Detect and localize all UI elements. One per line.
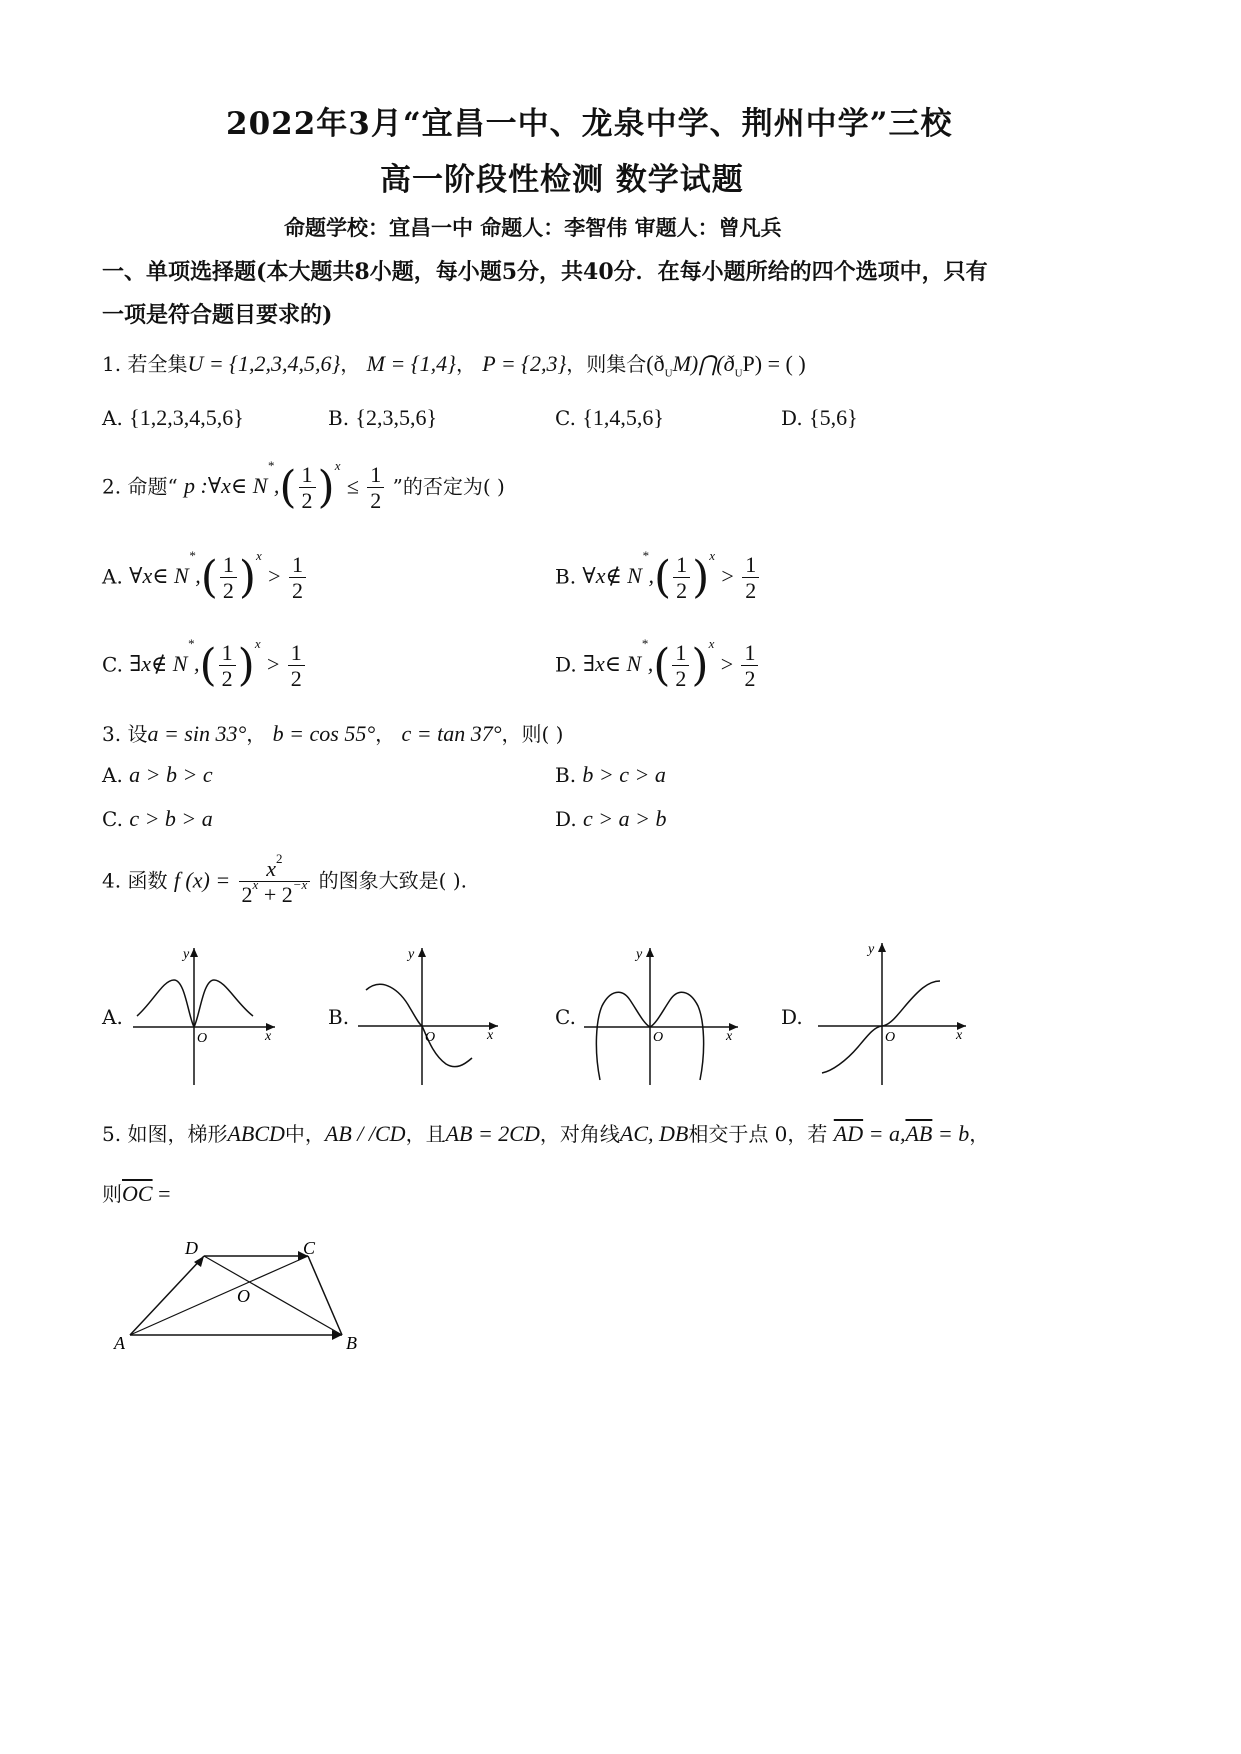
question-1 (102, 348, 806, 379)
question-5-line2 (102, 1178, 170, 1207)
fraction: $\frac{x^2}{2^x + 2^{-x}}$ (239, 856, 311, 908)
q2-option-b: B. ∀x∉ N*,( $\frac{1}{2}$ )$^x$ > $\frac{1}{2}$ (555, 552, 761, 604)
point-label-o: O (237, 1286, 250, 1306)
origin-label: O (197, 1031, 208, 1046)
fraction: $\frac{1}{2}$ (299, 462, 316, 514)
question-number: 1. (102, 352, 122, 376)
y-axis-label: y (408, 947, 415, 962)
q3-option-d: D. c > a > b (555, 806, 667, 831)
question-text: ，则( ) (501, 722, 564, 746)
question-3: 3. 设a = sin 33°， b = cos 55°， c = tan 37°，则( ) (102, 721, 564, 746)
math-expr: $(ð_UM)⋂(ð_UP)$ = ( ) (646, 351, 806, 380)
paper-authors: 命题学校：宜昌一中 命题人：李智伟 审题人：曾凡兵 (284, 215, 782, 240)
math-expr: $\overline{AD} = a,\overline{AB} = b$ (833, 1121, 970, 1146)
question-text: 函数 (127, 868, 168, 893)
question-number: 4. (102, 868, 122, 893)
question-text: ，对角线 (539, 1122, 620, 1146)
vertex-label-b: B (346, 1333, 357, 1353)
q2-option-a: A. ∀x∈ N*,( $\frac{1}{2}$ )$^x$ > $\frac{1}{2}$ (102, 552, 308, 604)
math-expr: AC, DB (619, 1121, 689, 1146)
x-axis-label: x (956, 1028, 963, 1043)
question-text: ，且 (405, 1122, 446, 1146)
question-number: 2. (102, 474, 122, 499)
q4-option-a-label: A. (102, 1005, 123, 1029)
section-heading-line2: 一项是符合题目要求的) (102, 302, 333, 328)
math-expr: c = tan 37° (401, 721, 502, 746)
question-number: 5. (102, 1122, 122, 1146)
math-expr: p :∀x∈ N*, (184, 458, 280, 499)
question-text: ， (969, 1122, 990, 1146)
math-expr: AB = 2CD (445, 1121, 540, 1146)
q4-graph-c (578, 940, 748, 1090)
vertex-label-c: C (303, 1238, 316, 1258)
question-text: ”的否定为( ) (392, 474, 505, 499)
q4-option-c-label: C. (555, 1005, 576, 1029)
section-heading-line1: 一、单项选择题(本大题共8小题，每小题5分，共40分．在每小题所给的四个选项中，只有 (102, 259, 988, 285)
question-text: 设 (127, 722, 148, 746)
question-text: 中， (284, 1122, 325, 1146)
y-axis-label: y (868, 942, 875, 957)
origin-label: O (653, 1030, 664, 1045)
question-text: 则集合 (586, 352, 647, 376)
math-expr: U = {1,2,3,4,5,6} (187, 351, 341, 376)
q2-option-c: C. ∃x∉ N*,( $\frac{1}{2}$ )$^x$ > $\frac{1}{2}$ (102, 640, 307, 692)
q4-graph-b (352, 940, 512, 1090)
q4-option-d-label: D. (781, 1005, 803, 1029)
q1-option-b: B. {2,3,5,6} (328, 405, 438, 430)
origin-label: O (885, 1030, 896, 1045)
vertex-label-a: A (114, 1333, 125, 1353)
y-axis-label: y (183, 947, 190, 962)
x-axis-label: x (265, 1029, 272, 1044)
paper-title-line1: 2022年3月“宜昌一中、龙泉中学、荆州中学”三校 (226, 106, 953, 142)
math-expr: AB / /CD (324, 1121, 406, 1146)
x-axis-label: x (487, 1028, 494, 1043)
x-axis-label: x (726, 1029, 733, 1044)
paper-title-line2: 高一阶段性检测 数学试题 (380, 162, 744, 198)
question-5 (102, 1118, 989, 1147)
question-text: 如图，梯形 (127, 1122, 228, 1146)
q1-option-d: D. {5,6} (781, 405, 858, 430)
q4-option-b-label: B. (328, 1005, 350, 1029)
math-expr: ABCD (227, 1121, 285, 1146)
y-axis-label: y (636, 947, 643, 962)
q3-option-a: A. a > b > c (102, 762, 213, 787)
question-text: 的图象大致是( ). (318, 868, 467, 893)
q4-graph-d (812, 935, 977, 1090)
q1-option-a: A. {1,2,3,4,5,6} (102, 405, 244, 430)
q3-option-b: B. b > c > a (555, 762, 666, 787)
q4-graph-a (125, 940, 285, 1090)
question-number: 3. (102, 722, 122, 746)
question-text: 命题“ (127, 474, 178, 499)
math-expr: a = sin 33° (147, 721, 247, 746)
q1-option-c: C. {1,4,5,6} (555, 405, 664, 430)
question-text: 相交于点 0，若 (688, 1122, 828, 1146)
fraction: $\frac{1}{2}$ (367, 462, 384, 514)
math-expr: f (x) = (173, 867, 231, 893)
q3-option-c: C. c > b > a (102, 806, 213, 831)
vertex-label-d: D (185, 1238, 198, 1258)
q5-trapezoid-figure (110, 1230, 370, 1355)
question-text: 则 (102, 1182, 122, 1206)
q2-option-d: D. ∃x∈ N*,( $\frac{1}{2}$ )$^x$ > $\frac{1}{2}$ (555, 640, 760, 692)
math-expr: P = {2,3} (482, 351, 567, 376)
math-expr: $\overline{OC}$ = (122, 1181, 171, 1206)
math-expr: b = cos 55° (272, 721, 376, 746)
math-expr: M = {1,4} (366, 351, 456, 376)
separator: ， (340, 352, 361, 376)
question-4 (102, 851, 467, 908)
separator: ， (566, 352, 587, 376)
separator: ， (455, 352, 476, 376)
question-2: 2. 命题“ p :∀x∈ N*,( $\frac{1}{2}$ )$^x$ ≤ $\frac{1}{2}$ ”的否定为( ) (102, 458, 505, 514)
question-text: 若全集 (127, 352, 188, 376)
origin-label: O (425, 1030, 436, 1045)
